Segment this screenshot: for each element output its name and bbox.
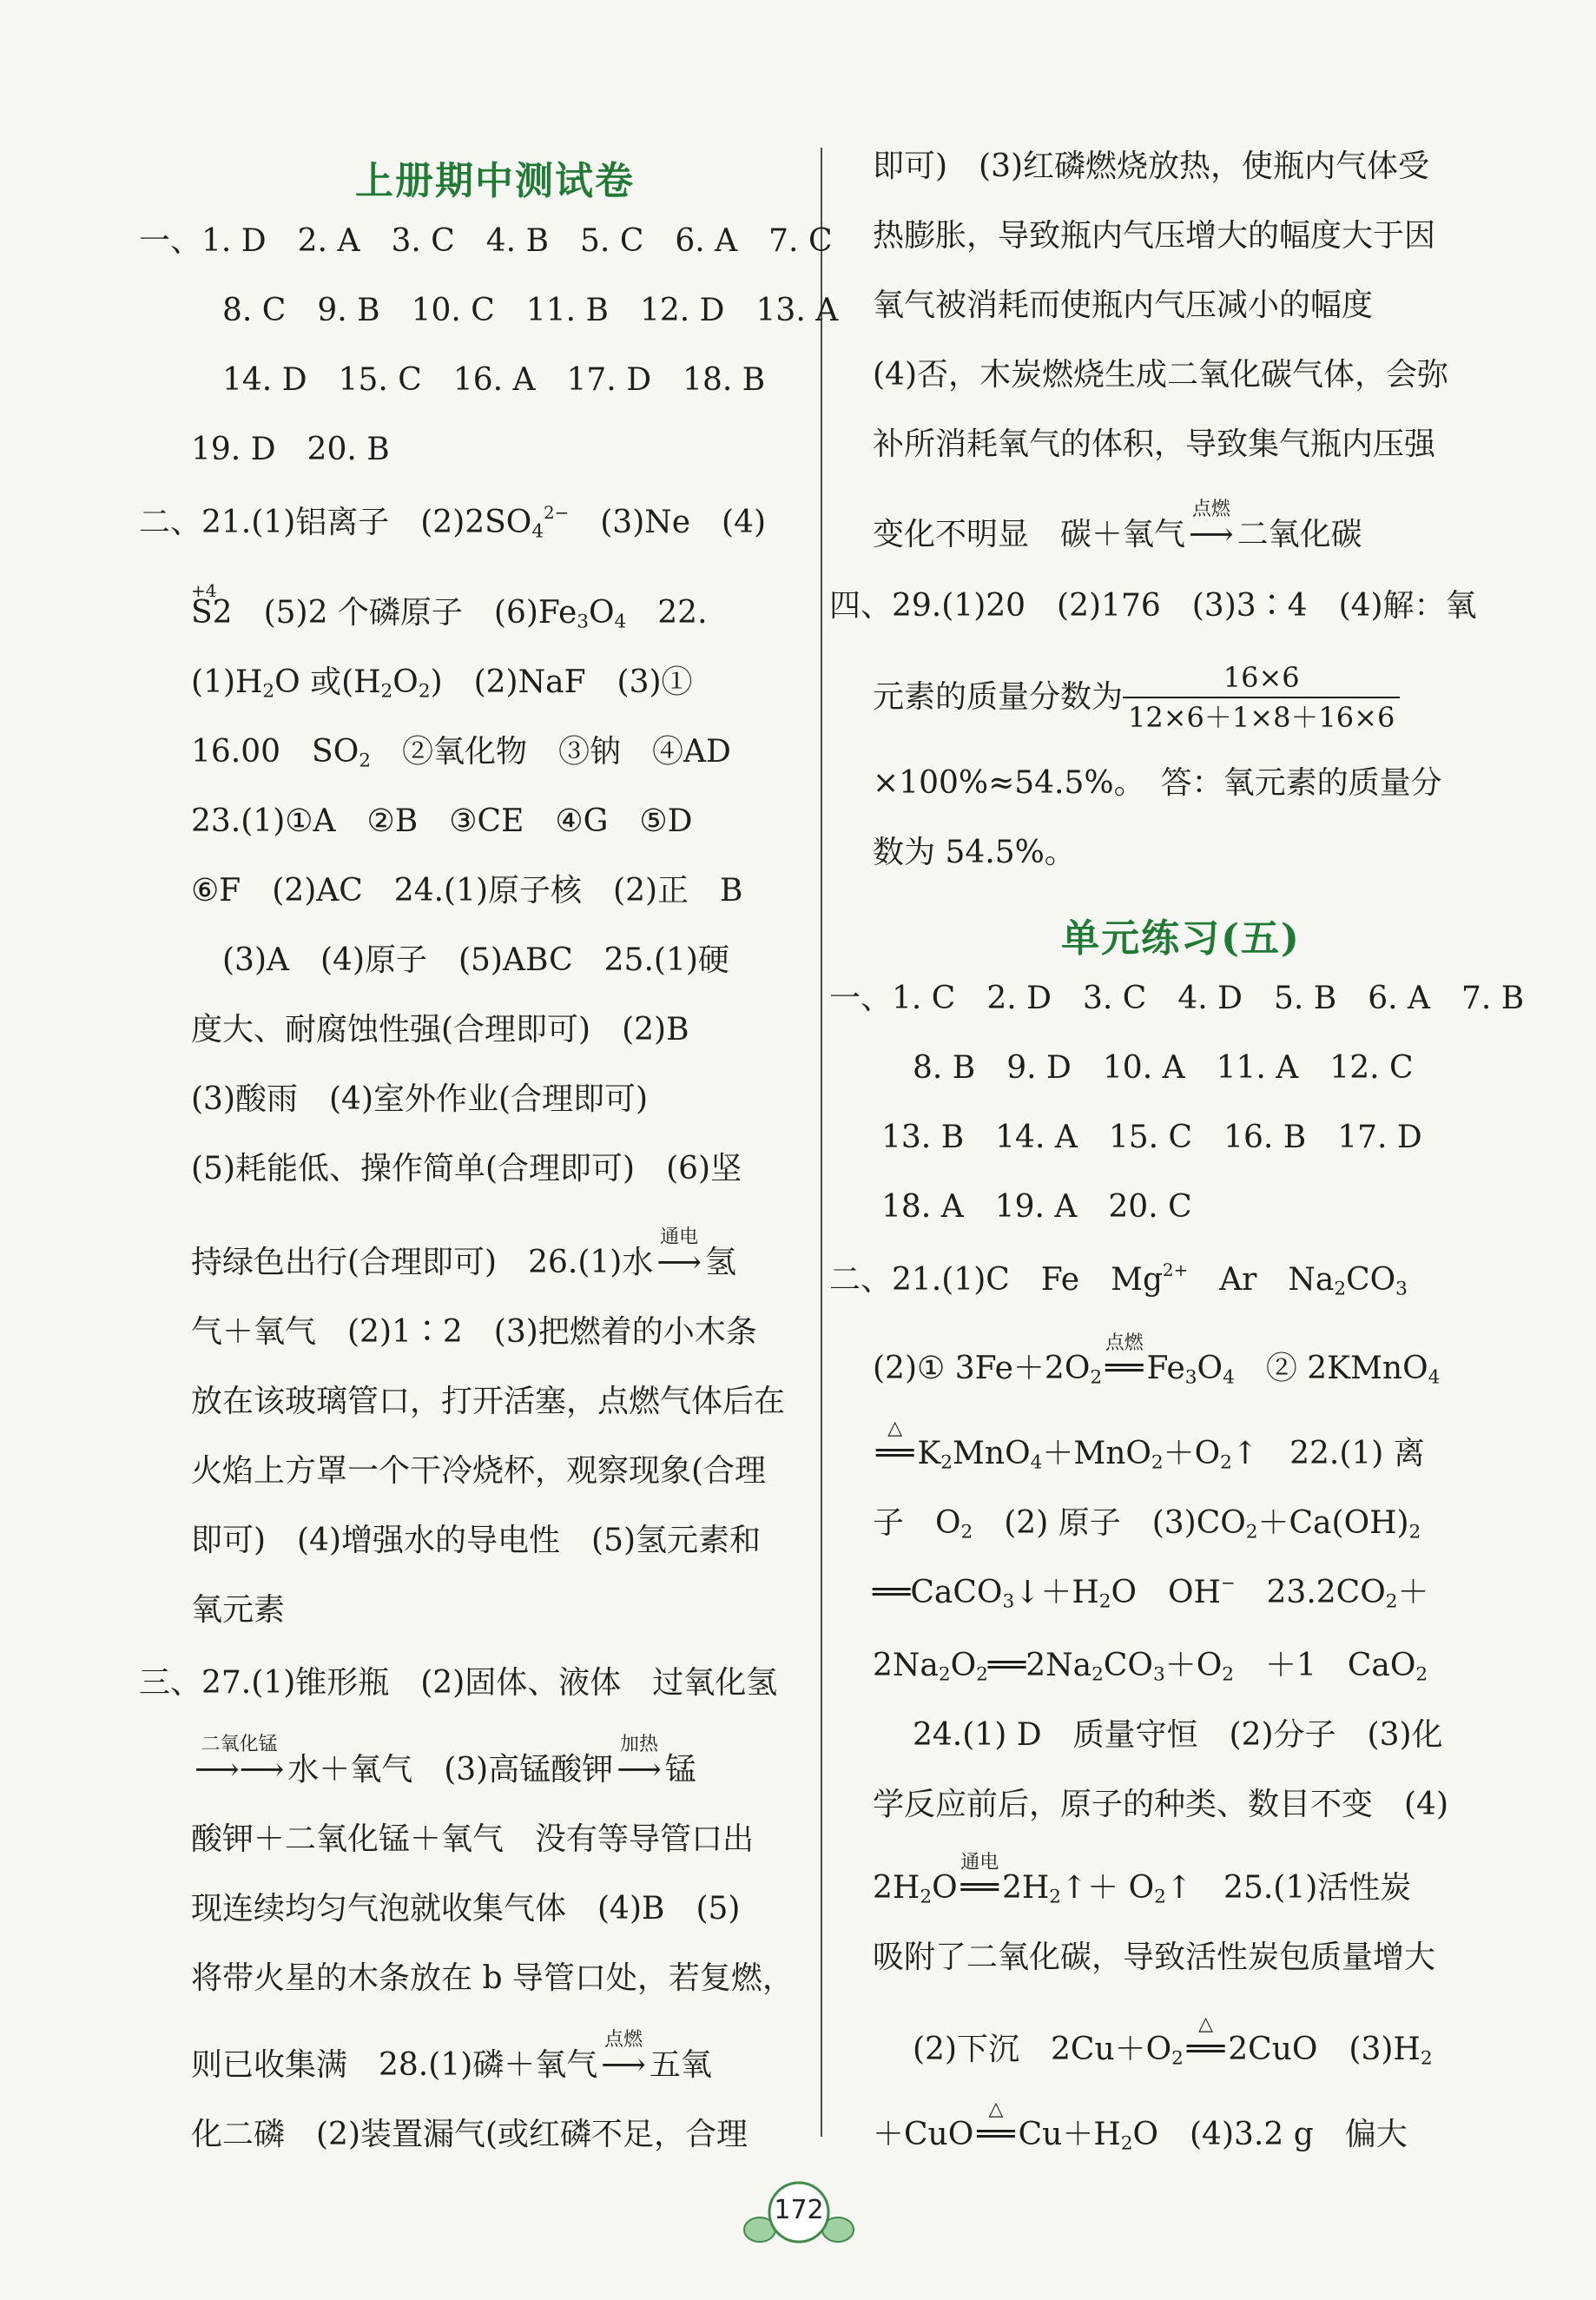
answer-line: 16.00 $SO_2$ ②氧化物 ③钠 ④AD (191, 734, 731, 772)
answer-line: 将带火星的木条放在 b 导管口处，若复燃， (191, 1960, 794, 1996)
answer-line: 现连续均匀气泡就收集气体 (4)B (5) (191, 1891, 741, 1927)
answer-line: 学反应前后，原子的种类、数目不变 (4) (873, 1787, 1448, 1822)
answer-line: 8. B 9. D 10. A 11. A 12. C (913, 1050, 1414, 1086)
answer-line: 23.(1)①A ②B ③CE ④G ⑤D (191, 803, 693, 839)
answer-line: $(1)H_2O$ 或$(H_2O_2)$ (2)NaF (3)① (191, 664, 693, 703)
answer-line: +4 S2 (5)2 个磷原子 $(6)Fe_3O_4$ 22. (191, 580, 708, 633)
reaction-arrow: 通电 ⟶ (656, 1226, 702, 1280)
answer-line: 放在该玻璃管口，打开活塞，点燃气体后在 (191, 1384, 786, 1419)
answer-line: 化二磷 (2)装置漏气(或红磷不足，合理 (191, 2117, 749, 2152)
answer-line: 变化不明显 碳＋氧气 点燃 ⟶ 二氧化碳 (873, 499, 1362, 552)
answer-line: $2Na_2O_2══2Na_2CO_3+O_2$ ＋1 CaO$_2$ (873, 1648, 1428, 1686)
answer-line: (4)否，木炭燃烧生成二氧化碳气体，会弥 (873, 357, 1448, 393)
reaction-arrow: 加热 ⟶ (617, 1734, 662, 1788)
answer-line: 度大、耐腐蚀性强(合理即可) (2)B (191, 1012, 689, 1048)
reaction-equal: △ ══ (977, 2098, 1015, 2152)
answer-line: 三、27.(1)锥形瓶 (2)固体、液体 过氧化氢 (139, 1665, 778, 1701)
answer-line: (3)A (4)原子 (5)ABC 25.(1)硬 (222, 942, 729, 978)
page-number: 172 (774, 2195, 824, 2225)
section-title-unit5: 单元练习(五) (1061, 916, 1301, 961)
answer-line: 二、21.(1)铝离子 $(2)2SO_4^{2-}$ (3)Ne (4) (139, 503, 767, 543)
answer-line: 24.(1) D 质量守恒 (2)分子 (3)化 (913, 1717, 1443, 1753)
answer-line: $2H_2O$ 通电 ══ $2H_2↑+$ $O_2↑$ 25.(1)活性炭 (873, 1852, 1412, 1908)
answer-line: 数为 54.5%。 (873, 835, 1076, 870)
answer-line: 二、21.(1)C Fe $Mg^{2+}$ Ar $Na_2CO_3$ (829, 1260, 1408, 1300)
page-number-badge (742, 2176, 855, 2254)
reaction-arrow: 点燃 ⟶ (1189, 499, 1234, 552)
answer-line: ＋CuO △ ══ $Cu+H_2O$ (4)3.2 g 偏大 (873, 2098, 1408, 2155)
answer-line: 二氧化锰 ⟶⟶ 水＋氧气 (3)高锰酸钾 加热 ⟶ 锰 (191, 1751, 696, 1789)
answer-line: 一、1. D 2. A 3. C 4. B 5. C 6. A 7. C (139, 223, 833, 259)
mass-fraction: $\frac{16\times 6}{12\times 6+1\times 8+16\times 6}$ (1123, 658, 1400, 737)
answer-line: (5)耗能低、操作简单(合理即可) (6)坚 (191, 1151, 742, 1186)
answer-line: 四、29.(1)20 (2)176 (3)3∶4 (4)解：氧 (829, 588, 1477, 624)
section-title-midterm: 上册期中测试卷 (355, 159, 635, 203)
answer-line: 热膨胀，导致瓶内气压增大的幅度大于因 (873, 218, 1436, 254)
answer-line: 火焰上方罩一个干冷烧杯，观察现象(合理 (191, 1453, 767, 1489)
reaction-equal: △ ══ (1186, 2013, 1225, 2067)
reaction-equal: 点燃 ══ (1105, 1332, 1144, 1386)
reaction-equal: △ ══ (876, 1418, 914, 1471)
answer-line: (2)① $3Fe+2O_2$ 点燃 ══ $Fe_3O_4$ ② 2KMnO$_4$ (873, 1332, 1441, 1389)
answer-line: 吸附了二氧化碳，导致活性炭包质量增大 (873, 1940, 1436, 1975)
answer-line: 13. B 14. A 15. C 16. B 17. D (881, 1120, 1422, 1155)
answer-line: (2)下沉 $2Cu+O_2$ △ ══ 2CuO $(3)H_2$ (913, 2013, 1433, 2070)
answer-line: ×100%≈54.5%。 答：氧元素的质量分 (873, 765, 1442, 801)
answer-line: 酸钾＋二氧化锰＋氧气 没有等导管口出 (191, 1821, 755, 1857)
answer-line: 14. D 15. C 16. A 17. D 18. B (222, 362, 766, 398)
answer-line: 气＋氧气 (2)1∶2 (3)把燃着的小木条 (191, 1314, 757, 1350)
answer-line: 氧气被消耗而使瓶内气压减小的幅度 (873, 288, 1374, 323)
reaction-equal: 通电 ══ (960, 1852, 999, 1906)
answer-line: ⑥F (2)AC 24.(1)原子核 (2)正 B (191, 873, 743, 909)
answer-line: △ ══ $K_2MnO_4+MnO_2+O_2↑$ 22.(1) 离 (873, 1435, 1425, 1473)
answer-line: 子 $O_2$ (2) 原子 $(3)CO_2+Ca(OH)_2$ (873, 1505, 1421, 1543)
reaction-arrow: 点燃 ⟶ (601, 2029, 646, 2083)
answer-line: 18. A 19. A 20. C (881, 1189, 1192, 1225)
answer-line: 氧元素 (191, 1592, 286, 1628)
answer-line: 即可) (4)增强水的导电性 (5)氢元素和 (191, 1523, 762, 1558)
answer-line: 则已收集满 28.(1)磷＋氧气 点燃 ⟶ 五氧 (191, 2029, 712, 2083)
answer-line: 即可) (3)红磷燃烧放热，使瓶内气体受 (873, 149, 1430, 184)
answer-line: 元素的质量分数为 $\frac{16\times 6}{12\times 6+1\times 8+16\times 6}$ (873, 658, 1400, 737)
answer-line: $══CaCO_3↓+H_2O$ OH− $23.2CO_2+$ (873, 1573, 1429, 1613)
reaction-arrow: 二氧化锰 ⟶⟶ (195, 1734, 285, 1788)
column-divider (821, 148, 822, 2137)
answer-line: (3)酸雨 (4)室外作业(合理即可) (191, 1081, 649, 1117)
answer-line: 8. C 9. B 10. C 11. B 12. D 13. A (222, 293, 839, 328)
answer-line: 补所消耗氧气的体积，导致集气瓶内压强 (873, 426, 1436, 462)
answer-line: 19. D 20. B (191, 432, 390, 467)
answer-line: 一、1. C 2. D 3. C 4. D 5. B 6. A 7. B (829, 981, 1525, 1016)
answer-line: 持绿色出行(合理即可) 26.(1)水 通电 ⟶ 氢 (191, 1226, 736, 1280)
